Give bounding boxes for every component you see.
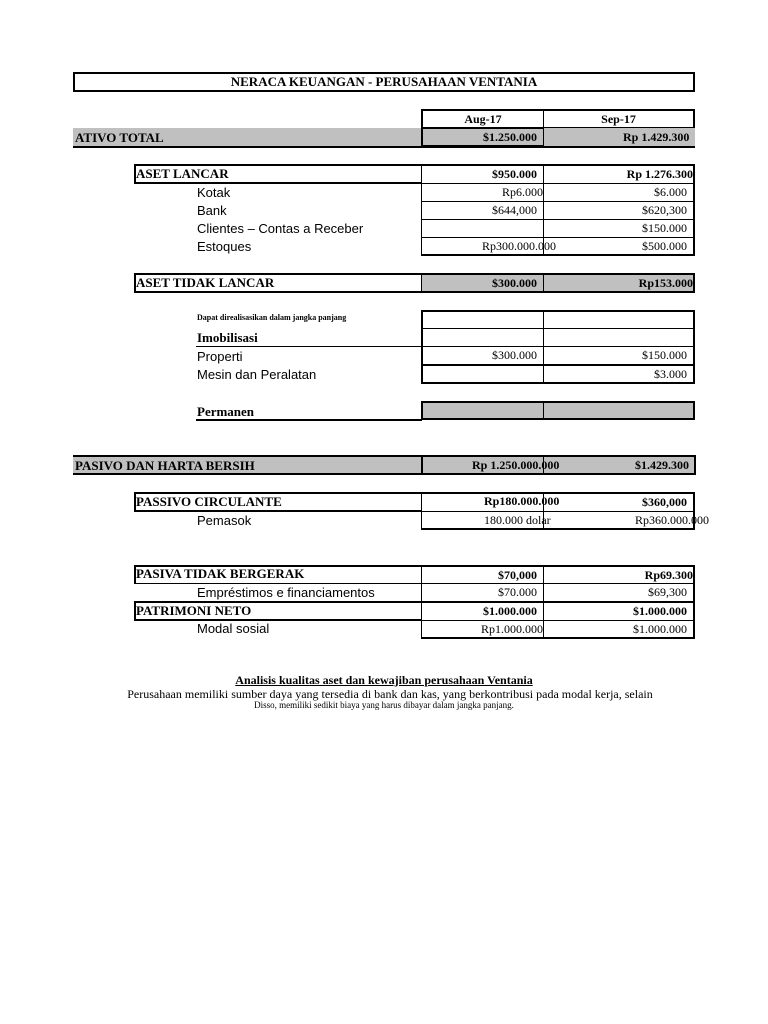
aset-tidak-lancar-aug: $300.000 — [421, 273, 544, 293]
emprestimos-aug: $70.000 — [421, 583, 544, 602]
aset-lancar-estoques-aug: Rp300.000.000 — [482, 239, 557, 253]
aset-lancar-kotak-aug: Rp6.000 — [421, 183, 544, 202]
ativo-total-label: ATIVO TOTAL — [75, 130, 164, 145]
aset-lancar-label: ASET LANCAR — [136, 166, 229, 181]
passivo-circulante-aug: Rp180.000.000 — [484, 494, 560, 508]
emprestimos-sep: $69,300 — [543, 583, 695, 602]
ativo-total-row — [73, 128, 695, 147]
aset-lancar-kotak-sep: $6.000 — [543, 183, 695, 202]
footer-line-2: Disso, memiliki sedikit biaya yang harus dibayar dalam jangka panjang. — [254, 700, 514, 710]
aset-lancar-sep: Rp 1.276.300 — [543, 164, 695, 184]
aset-lancar-bank-sep: $620,300 — [543, 201, 695, 220]
page-title: NERACA KEUANGAN - PERUSAHAAN VENTANIA — [73, 72, 695, 92]
pasiva-tidak-bergerak-sep: Rp69.300 — [543, 565, 695, 584]
pasiva-tidak-bergerak-label: PASIVA TIDAK BERGERAK — [136, 566, 305, 581]
passivo-circulante-label: PASSIVO CIRCULANTE — [136, 494, 282, 509]
permanen-label: Permanen — [197, 404, 255, 419]
ativo-total-sep: Rp 1.429.300 — [623, 130, 690, 144]
passivo-circulante-sep: $360,000 — [543, 492, 695, 512]
mesin-label: Mesin dan Peralatan — [197, 367, 317, 382]
modal-sosial-aug: Rp1.000.000 — [421, 620, 544, 639]
footer-title: Analisis kualitas aset dan kewajiban perusahaan Ventania — [235, 673, 533, 687]
aset-tidak-lancar-sep: Rp153.000 — [543, 273, 695, 293]
pasivo-aug: Rp 1.250.000.000 — [472, 458, 560, 472]
patrimoni-neto-aug: $1.000.000 — [421, 601, 544, 621]
aset-lancar-clientes-label: Clientes – Contas a Receber — [197, 221, 364, 236]
properti-aug: $300.000 — [421, 346, 544, 365]
aset-lancar-bank-aug: $644,000 — [421, 201, 544, 220]
pemasok-label: Pemasok — [197, 513, 252, 528]
column-header-sep: Sep-17 — [543, 109, 695, 128]
imobilisasi-label: Imobilisasi — [197, 330, 258, 345]
column-header-aug: Aug-17 — [421, 109, 544, 128]
aset-lancar-clientes-aug — [421, 219, 544, 238]
permanen-aug-cell — [421, 401, 544, 420]
aset-lancar-kotak-label: Kotak — [197, 185, 231, 200]
imobilisasi-underline — [196, 346, 422, 347]
aset-lancar-clientes-sep: $150.000 — [543, 219, 695, 238]
note-aug-cell — [421, 310, 544, 329]
permanen-sep-cell — [543, 401, 695, 420]
properti-sep: $150.000 — [543, 346, 695, 365]
pasivo-sep: $1.429.300 — [635, 458, 689, 472]
aset-lancar-bank-label: Bank — [197, 203, 227, 218]
aset-lancar-estoques-label: Estoques — [197, 239, 252, 254]
pemasok-sep: Rp360.000.000 — [635, 513, 710, 527]
properti-label: Properti — [197, 349, 243, 364]
footer-line-1: Perusahaan memiliki sumber daya yang tersedia di bank dan kas, yang berkontribusi pada modal kerja, selain — [127, 687, 653, 701]
aset-lancar-aug: $950.000 — [421, 164, 544, 184]
imobilisasi-sep-cell — [543, 328, 695, 347]
imobilisasi-aug-cell — [421, 328, 544, 347]
patrimoni-neto-label: PATRIMONI NETO — [136, 603, 252, 618]
modal-sosial-label: Modal sosial — [197, 621, 270, 636]
permanen-underline — [196, 419, 422, 421]
pasivo-divider-1 — [421, 455, 423, 475]
mesin-aug — [421, 365, 544, 384]
aset-tidak-lancar-note: Dapat direalisasikan dalam jangka panjang — [197, 313, 347, 322]
modal-sosial-sep: $1.000.000 — [543, 620, 695, 639]
pemasok-aug: 180.000 dolar — [484, 513, 551, 527]
mesin-sep: $3.000 — [543, 365, 695, 384]
note-sep-cell — [543, 310, 695, 329]
ativo-total-underline — [73, 146, 695, 148]
ativo-total-aug: $1.250.000 — [421, 128, 544, 147]
pasivo-label: PASIVO DAN HARTA BERSIH — [75, 458, 255, 473]
pasiva-tidak-bergerak-aug: $70,000 — [421, 565, 544, 584]
emprestimos-label: Empréstimos e financiamentos — [197, 585, 375, 600]
aset-tidak-lancar-label: ASET TIDAK LANCAR — [136, 275, 275, 290]
patrimoni-neto-sep: $1.000.000 — [543, 601, 695, 621]
aset-lancar-estoques-sep: $500.000 — [543, 237, 695, 256]
